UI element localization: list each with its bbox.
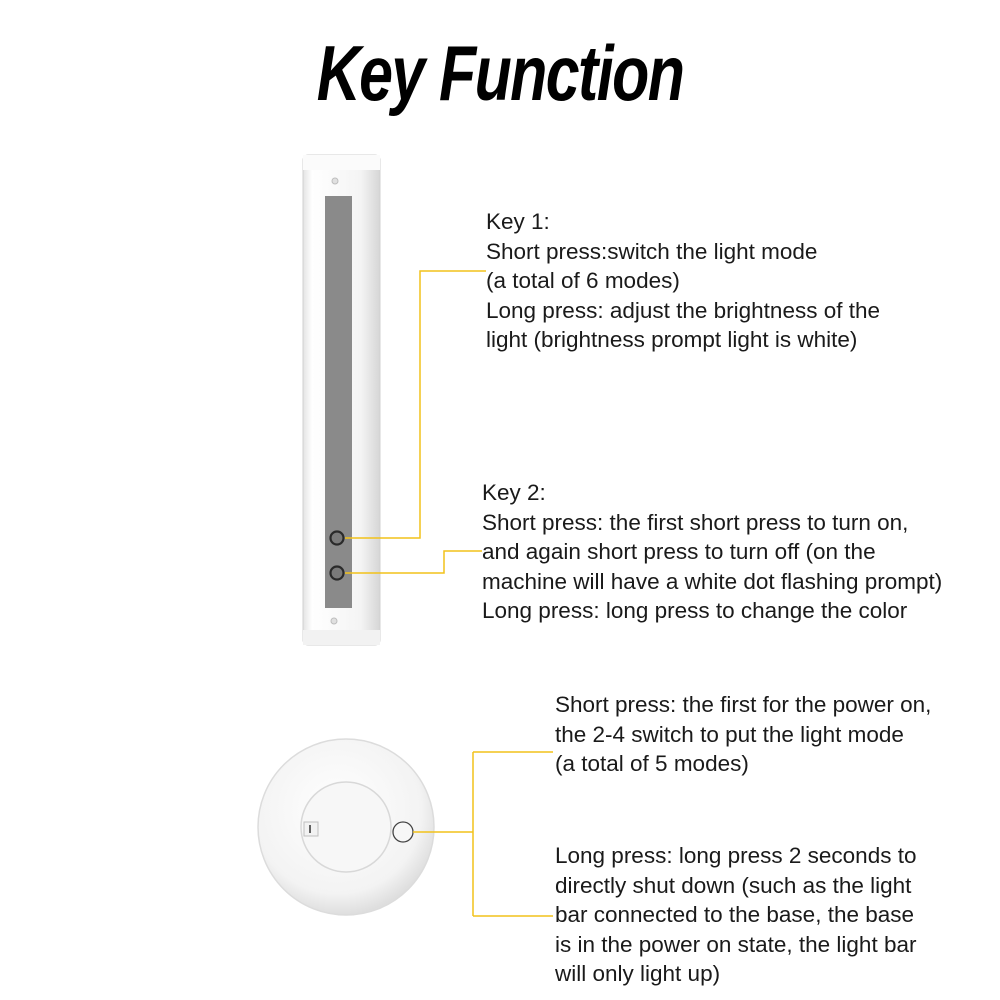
key-1-description: [486, 207, 880, 355]
base-short-press-description: [555, 690, 931, 779]
page-title: Key Function: [316, 29, 684, 117]
key-2-description: [482, 478, 942, 626]
key-1-button[interactable]: [331, 532, 344, 545]
base-long-press-description: [555, 841, 916, 989]
key-1-heading: Key 1:: [486, 209, 550, 234]
key-2-line: Short press: the first short press to turn on,: [482, 509, 909, 535]
key-2-line: Long press: long press to change the color: [482, 598, 908, 623]
base-long-line: directly shut down (such as the light: [555, 872, 912, 898]
light-bar-panel: [325, 196, 352, 608]
base-long-line: Long press: long press 2 seconds to: [555, 843, 917, 868]
light-bar: [303, 155, 380, 645]
base-short-line: Short press: the first for the power on,: [555, 692, 932, 717]
base-short-line: (a total of 5 modes): [555, 751, 749, 776]
key-2-line: machine will have a white dot flashing prompt): [482, 568, 943, 594]
base-short-line: the 2-4 switch to put the light mode: [555, 721, 904, 747]
key-1-line: Short press:switch the light mode: [486, 238, 818, 264]
key-2-button[interactable]: [331, 567, 344, 580]
base-power-button[interactable]: [393, 822, 413, 842]
charging-base: [258, 739, 434, 915]
key-1-line: (a total of 6 modes): [486, 268, 680, 293]
key-2-line: and again short press to turn off (on the: [482, 539, 876, 564]
key-1-line: Long press: adjust the brightness of the: [486, 297, 881, 323]
key-2-heading: Key 2:: [482, 480, 546, 505]
base-long-line: will only light up): [555, 961, 721, 986]
base-connector: [304, 822, 318, 836]
screw-icon: [331, 618, 337, 624]
base-long-line: bar connected to the base, the base: [555, 902, 915, 927]
key-1-line: light (brightness prompt light is white): [486, 327, 858, 352]
screw-icon: [332, 178, 338, 184]
base-long-line: is in the power on state, the light bar: [555, 931, 917, 957]
